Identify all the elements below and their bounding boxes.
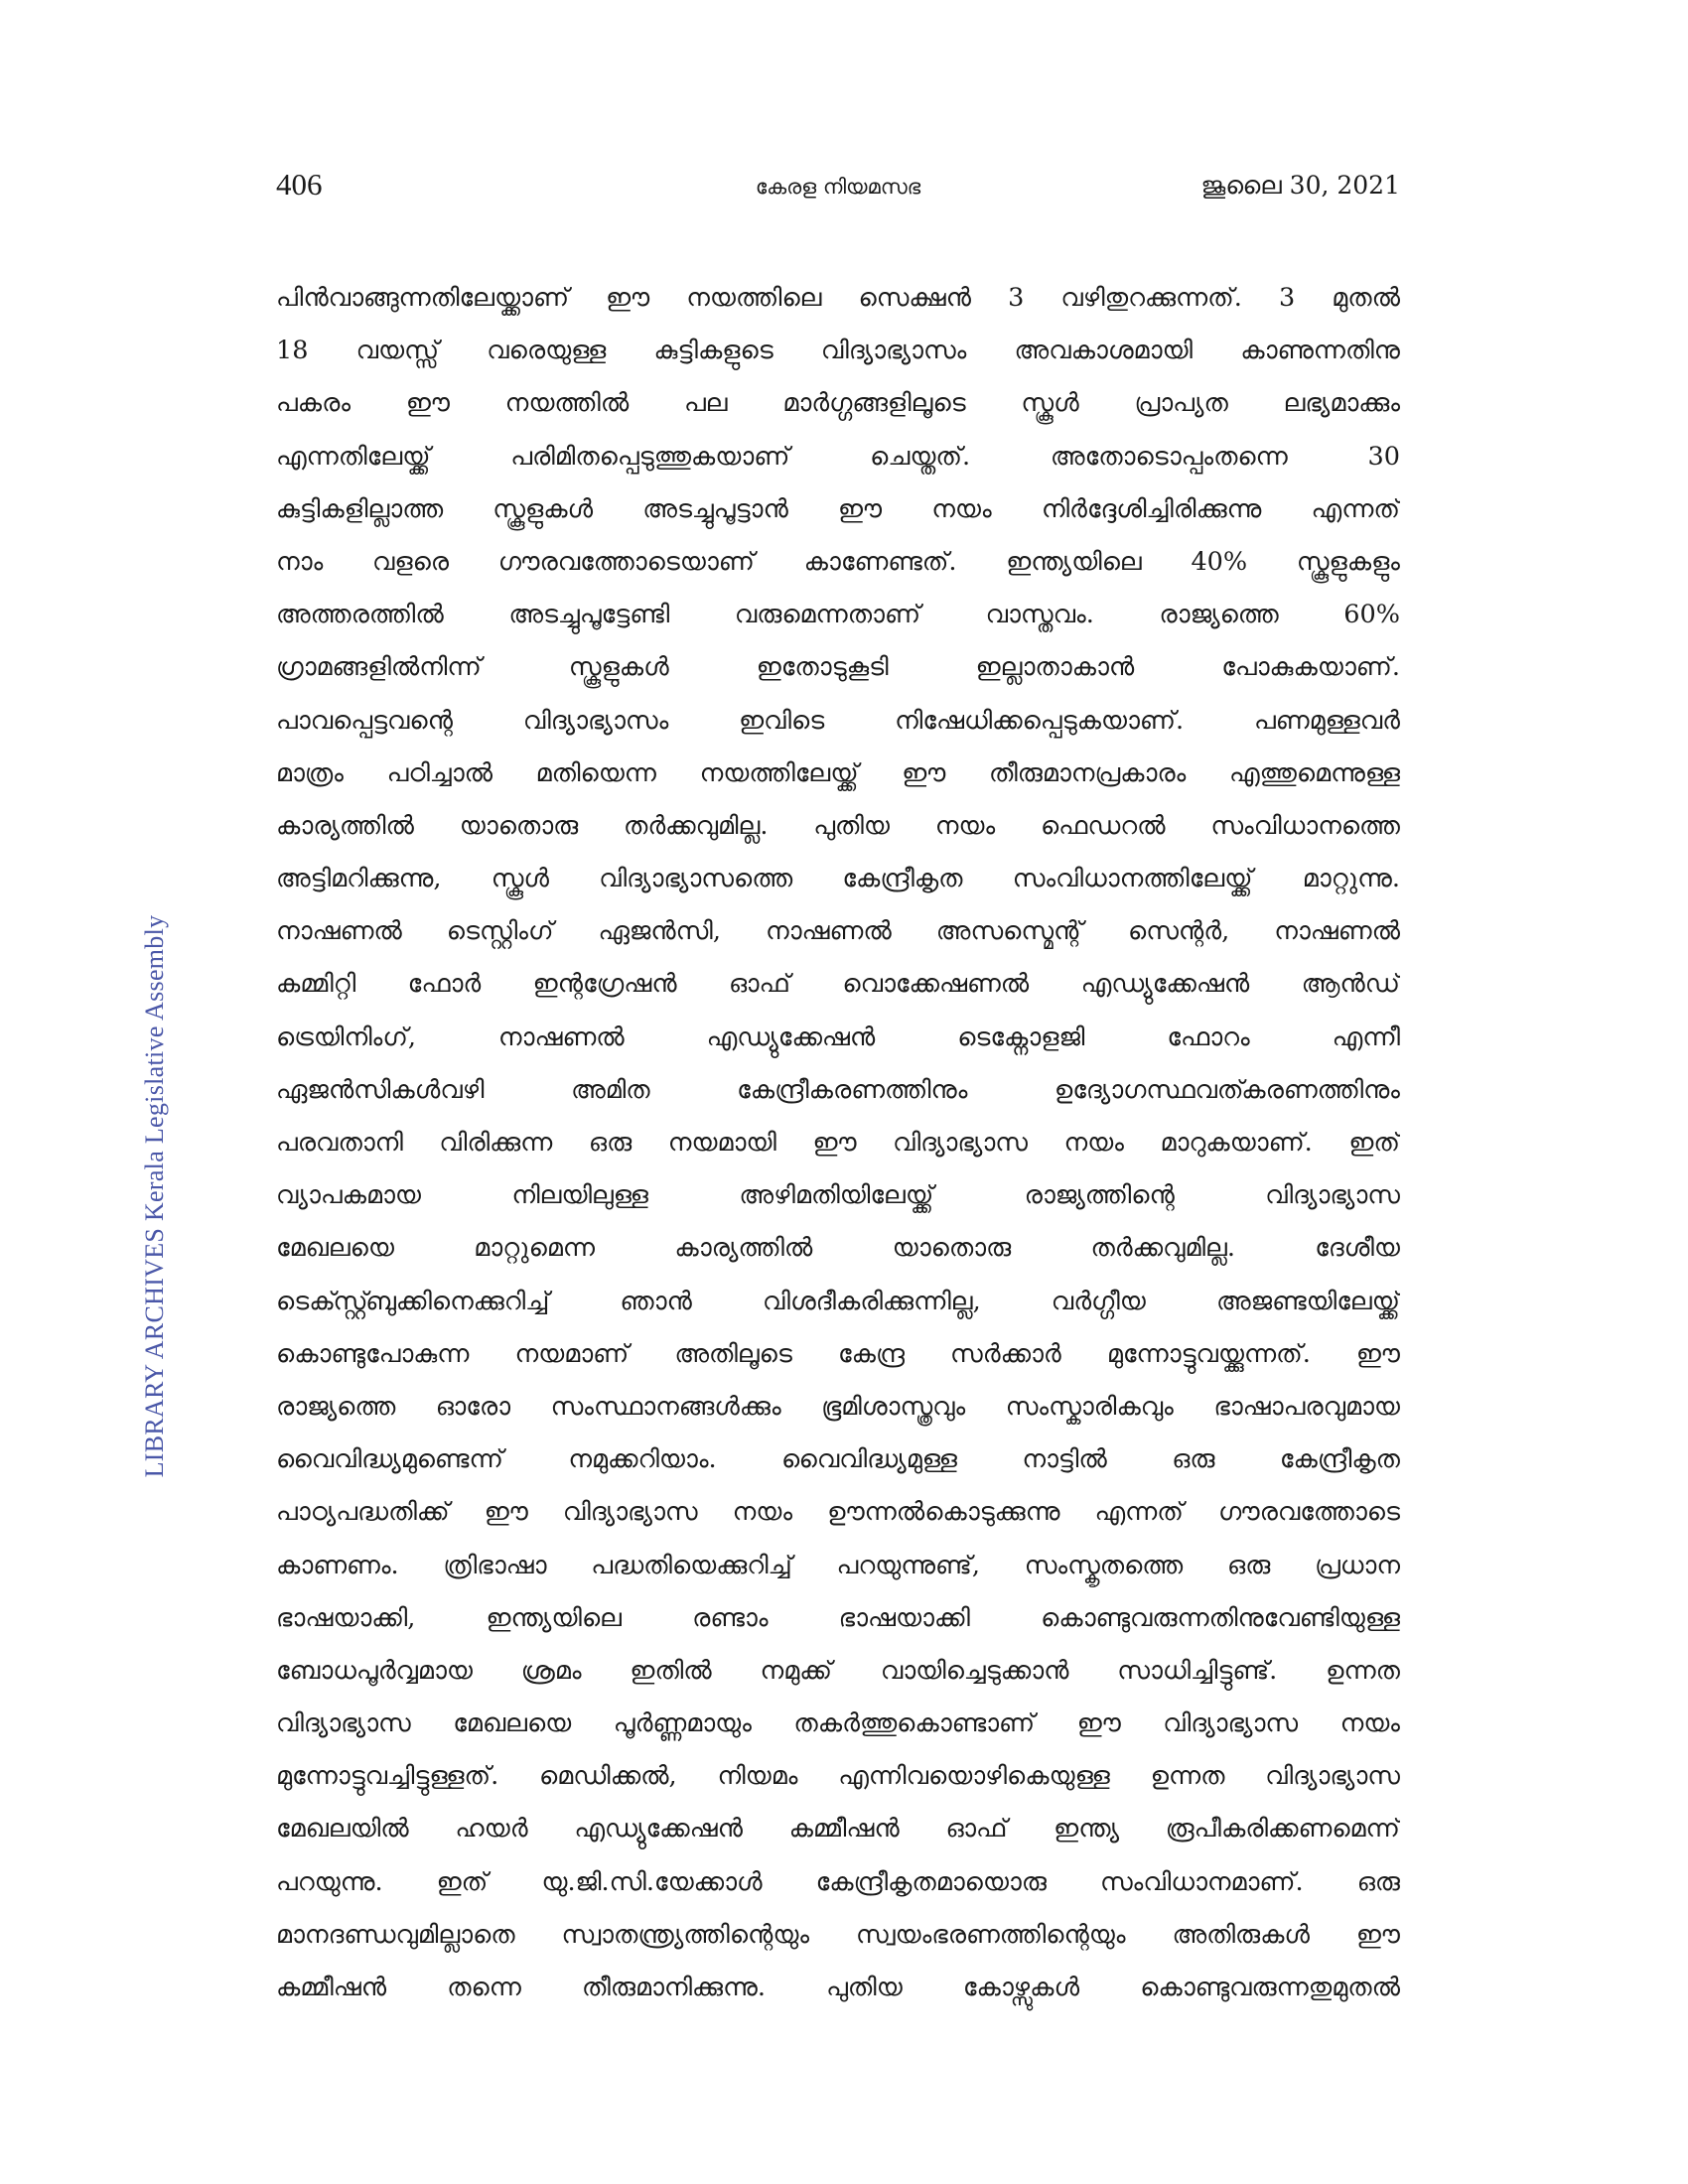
text-line: വിദ്യാഭ്യാസ മേഖലയെ പൂർണ്ണമായും തകർത്തുകൊണ്ടാണ് ഈ വിദ്യാഭ്യാസ നയം — [276, 1708, 1400, 1739]
text-line: മാനദണ്ഡവുമില്ലാതെ സ്വാതന്ത്ര്യത്തിന്റെയും സ്വയംഭരണത്തിന്റെയും അതിരുകൾ ഈ — [276, 1919, 1400, 1950]
text-line: മേഖലയെ മാറ്റുമെന്ന കാര്യത്തിൽ യാതൊരു തർക്കവുമില്ല. ദേശീയ — [276, 1233, 1400, 1264]
text-line: നാഷണൽ ടെസ്റ്റിംഗ് ഏജൻസി, നാഷണൽ അസസ്മെന്റ് സെന്റർ, നാഷണൽ — [276, 916, 1400, 947]
text-line: ടെക്സ്റ്റ്ബുക്കിനെക്കുറിച്ച് ഞാൻ വിശദീകരിക്കുന്നില്ല, വർഗ്ഗീയ അജണ്ടയിലേയ്ക്ക് — [276, 1286, 1400, 1316]
text-line: ട്രെയിനിംഗ്, നാഷണൽ എഡ്യുക്കേഷൻ ടെക്നോളജി ഫോറം എന്നീ — [276, 1022, 1400, 1052]
text-line: രാജ്യത്തെ ഓരോ സംസ്ഥാനങ്ങൾക്കും ഭൂമിശാസ്ത്രവും സംസ്കാരികവും ഭാഷാപരവുമായ — [276, 1391, 1400, 1422]
text-line: പാവപ്പെട്ടവന്റെ വിദ്യാഭ്യാസം ഇവിടെ നിഷേധിക്കപ്പെടുകയാണ്. പണമുള്ളവർ — [276, 705, 1400, 736]
text-line: വൈവിദ്ധ്യമുണ്ടെന്ന് നമുക്കറിയാം. വൈവിദ്ധ്യമുള്ള നാട്ടിൽ ഒരു കേന്ദ്രീകൃത — [276, 1444, 1400, 1475]
text-line: കുട്ടികളില്ലാത്ത സ്കൂളുകൾ അടച്ചുപൂട്ടാൻ ഈ നയം നിർദ്ദേശിച്ചിരിക്കുന്നു എന്നത് — [276, 493, 1400, 524]
text-line: കമ്മിറ്റി ഫോർ ഇന്റഗ്രേഷൻ ഓഫ് വൊക്കേഷണൽ എഡ്യുക്കേഷൻ ആൻഡ് — [276, 969, 1400, 1000]
body-text — [276, 272, 1400, 2014]
text-line: വ്യാപകമായ നിലയിലുള്ള അഴിമതിയിലേയ്ക്ക് രാജ്യത്തിന്റെ വിദ്യാഭ്യാസ — [276, 1180, 1400, 1211]
text-line: കമ്മീഷൻ തന്നെ തീരുമാനിക്കുന്നു. പുതിയ കോഴ്സുകൾ കൊണ്ടുവരുന്നതുമുതൽ — [276, 1973, 1400, 2002]
header-date: ജൂലൈ 30, 2021 — [1200, 171, 1400, 200]
text-line: മുന്നോട്ടുവച്ചിട്ടുള്ളത്. മെഡിക്കൽ, നിയമം എന്നിവയൊഴികെയുള്ള ഉന്നത വിദ്യാഭ്യാസ — [276, 1761, 1400, 1792]
page-header — [276, 167, 1400, 206]
text-line: മേഖലയിൽ ഹയർ എഡ്യുക്കേഷൻ കമ്മീഷൻ ഓഫ് ഇന്ത്യ രൂപീകരിക്കണമെന്ന് — [276, 1814, 1400, 1844]
text-line: ഏജൻസികൾവഴി അമിത കേന്ദ്രീകരണത്തിനും ഉദ്യോഗസ്ഥവത്കരണത്തിനും — [276, 1074, 1400, 1105]
text-line: പരവതാനി വിരിക്കുന്ന ഒരു നയമായി ഈ വിദ്യാഭ്യാസ നയം മാറുകയാണ്. ഇത് — [276, 1128, 1400, 1158]
archive-watermark: LIBRARY ARCHIVES Kerala Legislative Assembly — [140, 914, 169, 1478]
text-line: പിൻവാങ്ങുന്നതിലേയ്ക്കാണ് ഈ നയത്തിലെ സെക്ഷൻ 3 വഴിതുറക്കുന്നത്. 3 മുതൽ — [276, 283, 1400, 313]
text-line: പറയുന്നു. ഇത് യു.ജി.സി.യേക്കാൾ കേന്ദ്രീകൃതമായൊരു സംവിധാനമാണ്. ഒരു — [276, 1866, 1400, 1897]
page-number: 406 — [276, 167, 323, 202]
text-line: ഭാഷയാക്കി, ഇന്ത്യയിലെ രണ്ടാം ഭാഷയാക്കി കൊണ്ടുവരുന്നതിനുവേണ്ടിയുള്ള — [276, 1602, 1400, 1633]
text-line: പകരം ഈ നയത്തിൽ പല മാർഗ്ഗങ്ങളിലൂടെ സ്കൂൾ പ്രാപ്യത ലഭ്യമാക്കും — [276, 388, 1400, 419]
text-line: കാര്യത്തിൽ യാതൊരു തർക്കവുമില്ല. പുതിയ നയം ഫെഡറൽ സംവിധാനത്തെ — [276, 810, 1400, 841]
text-line: മാത്രം പഠിച്ചാൽ മതിയെന്ന നയത്തിലേയ്ക്ക് ഈ തീരുമാനപ്രകാരം എത്തുമെന്നുള്ള — [276, 757, 1400, 788]
text-line: എന്നതിലേയ്ക്ക് പരിമിതപ്പെടുത്തുകയാണ് ചെയ്തത്. അതോടൊപ്പംതന്നെ 30 — [276, 441, 1400, 472]
text-line: അട്ടിമറിക്കുന്നു, സ്കൂൾ വിദ്യാഭ്യാസത്തെ കേന്ദ്രീകൃത സംവിധാനത്തിലേയ്ക്ക് മാറ്റുന്നു. — [276, 864, 1400, 894]
text-line: അത്തരത്തിൽ അടച്ചുപൂട്ടേണ്ടി വരുമെന്നതാണ് വാസ്തവം. രാജ്യത്തെ 60% — [276, 600, 1400, 630]
text-line: ഗ്രാമങ്ങളിൽനിന്ന് സ്കൂളുകൾ ഇതോടുകൂടി ഇല്ലാതാകാൻ പോകുകയാണ്. — [276, 652, 1400, 683]
text-line: പാഠ്യപദ്ധതിക്ക് ഈ വിദ്യാഭ്യാസ നയം ഊന്നൽകൊടുക്കുന്നു എന്നത് ഗൗരവത്തോടെ — [276, 1497, 1400, 1528]
running-title: കേരള നിയമസഭ — [755, 175, 921, 199]
text-line: ബോധപൂർവ്വമായ ശ്രമം ഇതിൽ നമുക്ക് വായിച്ചെടുക്കാൻ സാധിച്ചിട്ടുണ്ട്. ഉന്നത — [276, 1655, 1400, 1686]
text-line: നാം വളരെ ഗൗരവത്തോടെയാണ് കാണേണ്ടത്. ഇന്ത്യയിലെ 40% സ്കൂളുകളും — [276, 546, 1400, 577]
text-line: 18 വയസ്സ് വരെയുള്ള കുട്ടികളുടെ വിദ്യാഭ്യാസം അവകാശമായി കാണുന്നതിനു — [276, 336, 1400, 366]
text-line: കാണണം. ത്രിഭാഷാ പദ്ധതിയെക്കുറിച്ച് പറയുന്നുണ്ട്, സംസ്കൃതത്തെ ഒരു പ്രധാന — [276, 1550, 1400, 1580]
text-line: കൊണ്ടുപോകുന്ന നയമാണ് അതിലൂടെ കേന്ദ്ര സർക്കാർ മുന്നോട്ടുവയ്ക്കുന്നത്. ഈ — [276, 1338, 1400, 1369]
